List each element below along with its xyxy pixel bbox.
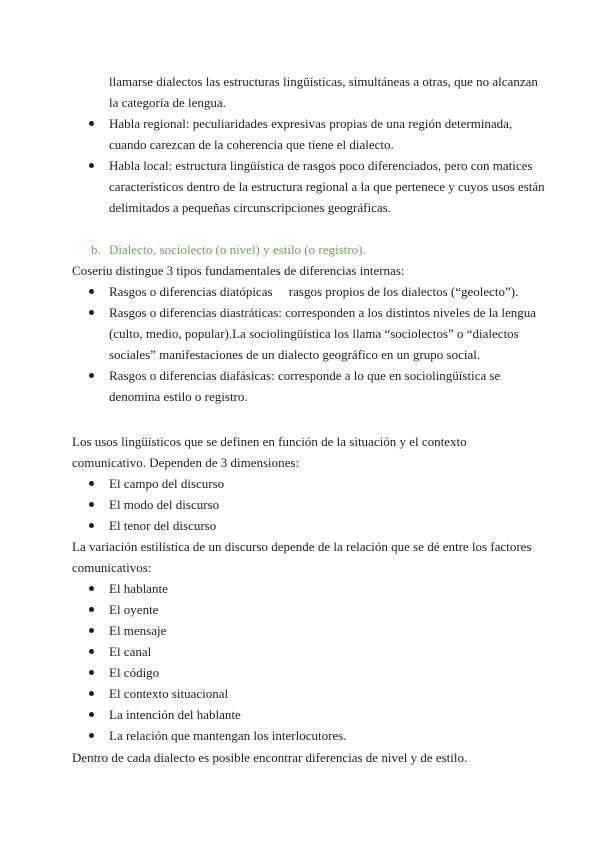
bullet-icon	[89, 649, 94, 654]
list-item: El hablante	[72, 578, 552, 599]
bullet-icon	[89, 670, 94, 675]
bullet-icon	[89, 628, 94, 633]
paragraph-variacion: La variación estilística de un discurso depende de la relación que se dé entre los factores comunicativos:	[72, 539, 532, 575]
section-heading	[91, 239, 366, 260]
continuation-text: llamarse dialectos las estructuras lingüísticas, simultáneas a otras, que no alcanzan la categoría de lengua.	[109, 74, 538, 110]
list-item: El canal	[72, 641, 552, 662]
list-item: El modo del discurso	[72, 494, 552, 515]
list-item: El oyente	[72, 599, 552, 620]
list-item: Rasgos o diferencias diastráticas: corresponden a los distintos niveles de la lengua (culto, medio, popular).La sociolingüística los llama “sociolectos” o “dialectos sociales” manifestaciones de un dialecto geográfico en un grupo social.	[72, 302, 552, 365]
list-item: Rasgos o diferencias diafásicas: corresponde a lo que en sociolingüística se denomina estilo o registro.	[72, 365, 552, 407]
bullet-icon	[89, 310, 94, 315]
paragraph-usos: Los usos lingüísticos que se definen en función de la situación y el contexto comunicativo. Dependen de 3 dimensiones:	[72, 434, 467, 470]
bullet-icon	[89, 502, 94, 507]
section-title: Dialecto, sociolecto (o nivel) y estilo (o registro).	[109, 242, 366, 257]
paragraph-dentro: Dentro de cada dialecto es posible encontrar diferencias de nivel y de estilo.	[72, 750, 468, 765]
list-item: El código	[72, 662, 552, 683]
bullet-icon	[89, 481, 94, 486]
bullet-icon	[89, 163, 94, 168]
section-letter: b.	[91, 242, 101, 257]
bullet-icon	[89, 523, 94, 528]
list-item: Habla regional: peculiaridades expresivas propias de una región determinada, cuando carezcan de la coherencia que tiene el dialecto.	[72, 113, 552, 155]
internal-differences-list	[72, 281, 552, 407]
list-item: La intención del hablante	[72, 704, 552, 725]
list-item: Rasgos o diferencias diatópicas rasgos propios de los dialectos (“geolecto”).	[72, 281, 552, 302]
bullet-icon	[89, 586, 94, 591]
paragraph-coseriu: Coseriu distingue 3 tipos fundamentales de diferencias internas:	[72, 263, 405, 278]
bullet-icon	[89, 289, 94, 294]
bullet-icon	[89, 691, 94, 696]
list-item: El mensaje	[72, 620, 552, 641]
bullet-icon	[89, 121, 94, 126]
communicative-factors-list	[72, 578, 552, 746]
bullet-icon	[89, 373, 94, 378]
list-item: El campo del discurso	[72, 473, 552, 494]
list-item: El tenor del discurso	[72, 515, 552, 536]
list-item: Habla local: estructura lingüística de rasgos poco diferenciados, pero con matices característicos dentro de la estructura regional a la que pertenece y cuyos usos están delimitados a pequeñas circunscripciones geográficas.	[72, 155, 552, 218]
list-item: El contexto situacional	[72, 683, 552, 704]
speech-varieties-list	[72, 113, 552, 218]
bullet-icon	[89, 733, 94, 738]
bullet-icon	[89, 712, 94, 717]
bullet-icon	[89, 607, 94, 612]
list-item: La relación que mantengan los interlocutores.	[72, 725, 552, 746]
discourse-dimensions-list	[72, 473, 552, 536]
